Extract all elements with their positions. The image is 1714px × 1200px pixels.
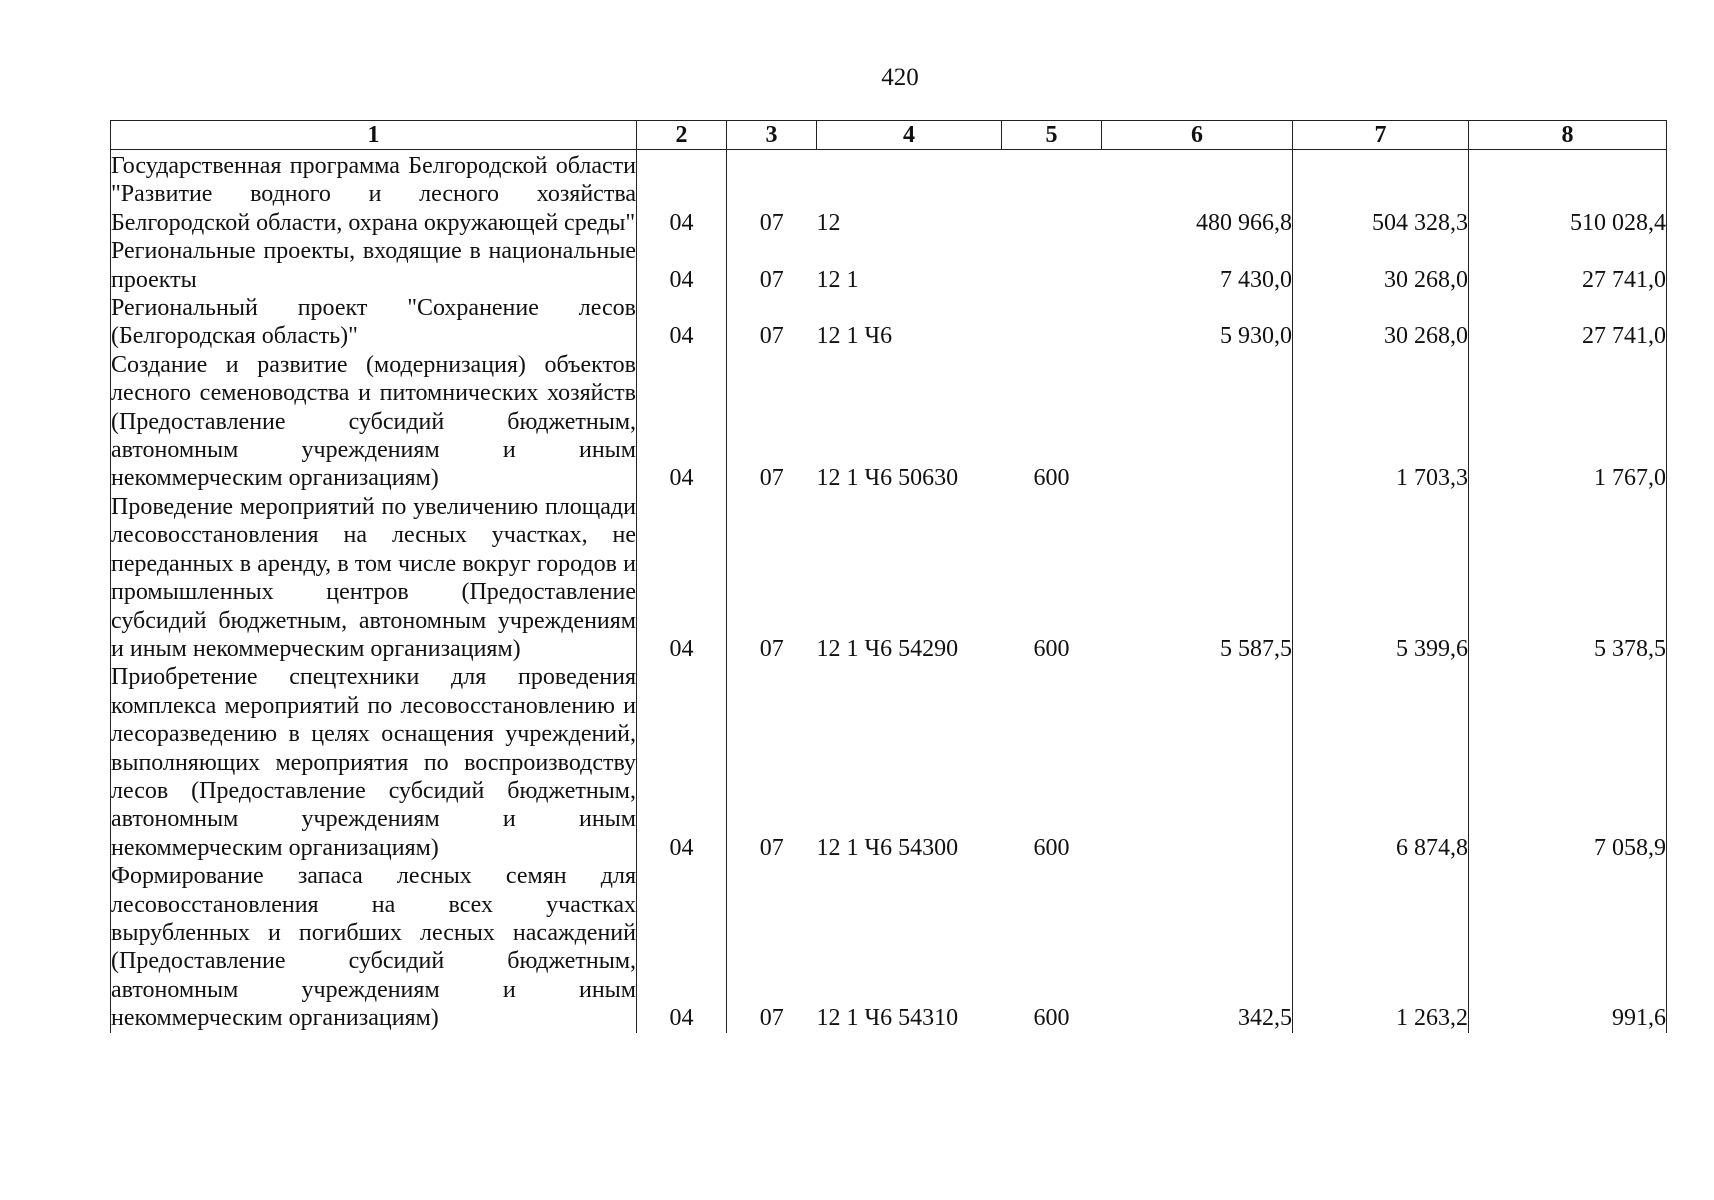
- table-row: [111, 862, 1667, 1032]
- row-expense-type: 600: [1033, 465, 1070, 492]
- row-section: 04: [637, 862, 727, 1032]
- row-section: 04: [637, 351, 727, 493]
- row-amount-6: 5 930,0: [1102, 294, 1293, 351]
- row-expense-type: 600: [1033, 635, 1070, 662]
- table-row: [111, 237, 1667, 294]
- row-amount-6: 342,5: [1102, 862, 1293, 1032]
- row-amount-6: 480 966,8: [1102, 150, 1293, 238]
- header-col-3: 3: [727, 121, 817, 150]
- row-subsection: 07: [727, 351, 817, 493]
- row-expense-type: [1002, 237, 1102, 294]
- row-amount-8: 510 028,4: [1469, 150, 1667, 238]
- row-amount-6: [1102, 663, 1293, 862]
- row-section: 04: [637, 237, 727, 294]
- row-amount-8: 27 741,0: [1469, 237, 1667, 294]
- header-col-1: 1: [111, 121, 637, 150]
- row-name: Формирование запаса лесных семян для лесовосстановления на всех участках вырубленных и погибших лесных насаждений (Предоставление субсидий бюджетным, автономным учреждениям и иным некоммерческим организациям): [111, 863, 636, 1032]
- table-row: [111, 150, 1667, 238]
- row-amount-6: 7 430,0: [1102, 237, 1293, 294]
- row-amount-6: [1102, 351, 1293, 493]
- row-target-article: 12 1: [816, 266, 859, 293]
- row-section: 04: [637, 294, 727, 351]
- header-col-4: 4: [817, 121, 1002, 150]
- row-subsection: 07: [727, 150, 817, 238]
- row-amount-7: 1 703,3: [1293, 351, 1469, 493]
- page-number: 420: [881, 64, 919, 91]
- header-row: [111, 121, 1667, 150]
- row-amount-7: 5 399,6: [1293, 493, 1469, 663]
- header-col-5: 5: [1002, 121, 1102, 150]
- row-name: Государственная программа Белгородской области "Развитие водного и лесного хозяйства Белгородской области, охрана окружающей среды": [111, 150, 637, 238]
- row-subsection: 07: [727, 237, 817, 294]
- row-amount-7: 30 268,0: [1293, 294, 1469, 351]
- row-expense-type: 600: [1033, 834, 1070, 861]
- header-col-7: 7: [1293, 121, 1469, 150]
- row-target-article: 12 1 Ч6 54290: [816, 635, 959, 662]
- row-amount-8: 1 767,0: [1469, 351, 1667, 493]
- row-subsection: 07: [727, 663, 817, 862]
- row-expense-type: [1002, 294, 1102, 351]
- row-name: Региональный проект "Сохранение лесов (Белгородская область)": [111, 295, 636, 350]
- row-amount-6: 5 587,5: [1102, 493, 1293, 663]
- row-target-article: 12 1 Ч6: [816, 323, 893, 350]
- row-amount-8: 7 058,9: [1469, 663, 1667, 862]
- row-amount-7: 6 874,8: [1293, 663, 1469, 862]
- row-subsection: 07: [727, 294, 817, 351]
- row-target-article: 12 1 Ч6 50630: [816, 465, 959, 492]
- row-amount-7: 504 328,3: [1293, 150, 1469, 238]
- row-subsection: 07: [727, 862, 817, 1032]
- row-target-article: 12 1 Ч6 54300: [816, 834, 959, 861]
- row-name: Приобретение спецтехники для проведения комплекса мероприятий по лесовосстановлению и лесоразведению в целях оснащения учреждений, выполняющих мероприятия по воспроизводству лесов (Предоставление субсидий бюджетным, автономным учреждениям и иным некоммерческим организациям): [111, 664, 636, 861]
- header-col-8: 8: [1469, 121, 1667, 150]
- table-row: [111, 663, 1667, 862]
- table-row: [111, 351, 1667, 493]
- row-name: Региональные проекты, входящие в национальные проекты: [111, 238, 636, 293]
- row-name: Создание и развитие (модернизация) объектов лесного семеноводства и питомнических хозяйств (Предоставление субсидий бюджетным, автономным учреждениям и иным некоммерческим организациям): [111, 351, 636, 492]
- table-row: [111, 294, 1667, 351]
- row-target-article: 12 1 Ч6 54310: [816, 1005, 959, 1032]
- row-amount-8: 5 378,5: [1469, 493, 1667, 663]
- row-amount-7: 30 268,0: [1293, 237, 1469, 294]
- row-expense-type: 600: [1033, 1005, 1070, 1032]
- row-name: Проведение мероприятий по увеличению площади лесовосстановления на лесных участках, не переданных в аренду, в том числе вокруг городов и промышленных центров (Предоставление субсидий бюджетным, автономным учреждениям и иным некоммерческим организациям): [111, 493, 636, 662]
- header-col-6: 6: [1102, 121, 1293, 150]
- row-subsection: 07: [727, 493, 817, 663]
- header-col-2: 2: [637, 121, 727, 150]
- row-target-article: 12: [816, 209, 841, 236]
- row-section: 04: [637, 150, 727, 238]
- row-amount-8: 27 741,0: [1469, 294, 1667, 351]
- budget-table: [110, 120, 1667, 1033]
- row-section: 04: [637, 663, 727, 862]
- table-row: [111, 493, 1667, 663]
- row-amount-7: 1 263,2: [1293, 862, 1469, 1032]
- row-expense-type: [1002, 150, 1102, 238]
- row-amount-8: 991,6: [1469, 862, 1667, 1032]
- row-section: 04: [637, 493, 727, 663]
